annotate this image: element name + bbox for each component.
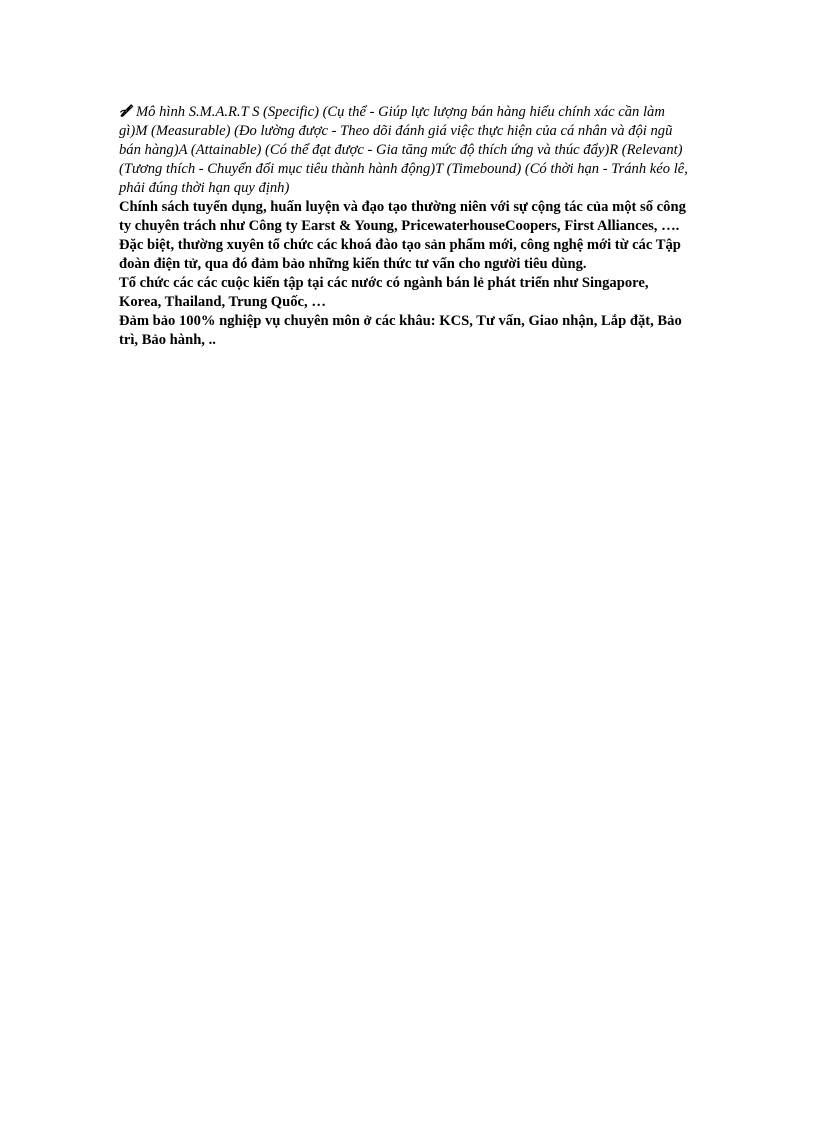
recruitment-policy-paragraph: Chính sách tuyển dụng, huấn luyện và đạo tạo thường niên với sự cộng tác của một số công ty chuyên trách như Công ty Earst & Young, PricewaterhouseCoopers, First Alliances, …. (119, 199, 686, 234)
writing-hand-icon (119, 103, 134, 118)
smart-model-paragraph (119, 103, 693, 198)
professional-standards-paragraph: Đảm bảo 100% nghiệp vụ chuyên môn ở các khâu: KCS, Tư vấn, Giao nhận, Lắp đặt, Bảo trì, Bảo hành, .. (119, 313, 682, 348)
document-page (119, 103, 693, 350)
study-tours-paragraph: Tổ chức các các cuộc kiến tập tại các nước có ngành bán lẻ phát triển như Singapore, Korea, Thailand, Trung Quốc, … (119, 275, 649, 310)
paragraph-text: Mô hình S.M.A.R.T S (Specific) (Cụ thể - Giúp lực lượng bán hàng hiểu chính xác cần làm gì)M (Measurable) (Đo lường được - Theo dõi đánh giá việc thực hiện của cá nhân và đội ngũ bán hàng)A (Attainable) (Có thể đạt được - Gia tăng mức độ thích ứng và thúc đẩy)R (Relevant) (Tương thích - Chuyển đổi mục tiêu thành hành động)T (Timebound) (Có thời hạn - Tránh kéo lê, phải đúng thời hạn quy định) (119, 104, 688, 196)
training-courses-paragraph: Đặc biệt, thường xuyên tổ chức các khoá đào tạo sản phẩm mới, công nghệ mới từ các Tập đoàn điện tử, qua đó đảm bảo những kiến thức tư vấn cho người tiêu dùng. (119, 237, 681, 272)
